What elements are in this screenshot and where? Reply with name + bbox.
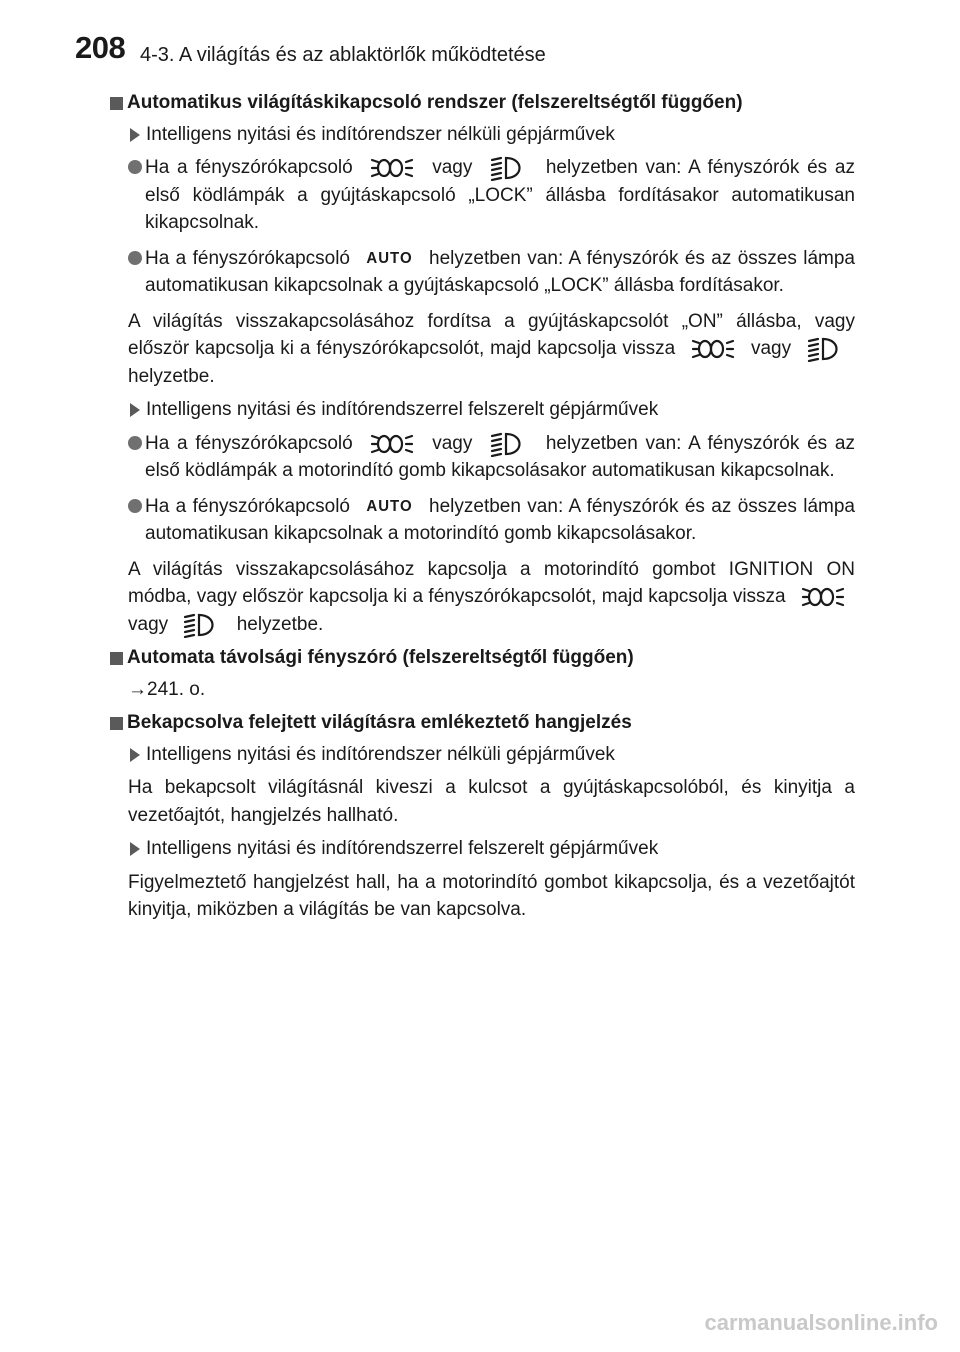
triangle-bullet-icon <box>130 128 140 142</box>
round-bullet-icon <box>128 160 142 174</box>
tail-lamp-icon <box>691 336 735 362</box>
paragraph-restore-lights: A világítás visszakapcsolásához fordítsa a gyújtáskapcsolót „ON” állásba, vagy először kapcsolja ki a fényszórókapcsolót, majd kapcsolja vissza vagy helyzetbe. <box>128 310 855 387</box>
page-reference: →241. o. <box>128 678 206 700</box>
page-content <box>110 89 855 930</box>
bullet-tail-headlamp-smart: Ha a fényszórókapcsoló vagy helyzetben van: A fényszórók és az első ködlámpák a motorindító gomb kikapcsolásakor automatikusan kikapcsolnak. <box>128 430 855 485</box>
watermark: carmanualsonline.info <box>704 1310 938 1335</box>
sub-heading-no-smart-key: Intelligens nyitási és indítórendszer nélküli gépjárművek <box>128 121 855 149</box>
headlamp-icon <box>183 612 221 638</box>
sub-heading-smart-key: Intelligens nyitási és indítórendszerrel felszerelt gépjárművek <box>128 396 855 424</box>
paragraph-buzzer-smart: Figyelmeztető hangjelzést hall, ha a motorindító gombot kikapcsolja, és a vezetőajtót kinyitja, miközben a világítás be van kapcsolva. <box>128 871 855 921</box>
section-title-reminder-buzzer: Bekapcsolva felejtett világításra emlékeztető hangjelzés <box>110 709 855 737</box>
section-title-auto-high-beam: Automata távolsági fényszóró (felszereltségtől függően) <box>110 644 855 672</box>
headlamp-icon <box>490 431 528 457</box>
round-bullet-icon <box>128 436 142 450</box>
headlamp-icon <box>807 336 845 362</box>
chapter-title: 4-3. A világítás és az ablaktörlők működtetése <box>140 44 546 66</box>
headlamp-icon <box>490 155 528 181</box>
bullet-auto: Ha a fényszórókapcsoló AUTO helyzetben van: A fényszórók és az összes lámpa automatikusan kikapcsolnak a gyújtáskapcsoló „LOCK” állásba fordításakor. <box>128 245 855 300</box>
triangle-bullet-icon <box>130 403 140 417</box>
tail-lamp-icon <box>801 584 845 610</box>
auto-icon: AUTO <box>366 497 413 516</box>
square-bullet-icon <box>110 97 123 110</box>
bullet-auto-smart: Ha a fényszórókapcsoló AUTO helyzetben van: A fényszórók és az összes lámpa automatikusan kikapcsolnak a motorindító gomb kikapcsolásakor. <box>128 493 855 548</box>
tail-lamp-icon <box>370 155 414 181</box>
page-number: 208 <box>75 30 126 65</box>
round-bullet-icon <box>128 251 142 265</box>
section-title-auto-off: Automatikus világításkikapcsoló rendszer (felszereltségtől függően) <box>110 89 855 117</box>
triangle-bullet-icon <box>130 842 140 856</box>
sub-heading-no-smart-key-2: Intelligens nyitási és indítórendszer nélküli gépjárművek <box>128 741 855 769</box>
tail-lamp-icon <box>370 431 414 457</box>
sub-heading-smart-key-2: Intelligens nyitási és indítórendszerrel felszerelt gépjárművek <box>128 835 855 863</box>
square-bullet-icon <box>110 652 123 665</box>
paragraph-restore-lights-smart: A világítás visszakapcsolásához kapcsolja a motorindító gombot IGNITION ON módba, vagy először kapcsolja ki a fényszórókapcsolót, majd kapcsolja vissza vagy helyzetbe. <box>128 556 855 639</box>
triangle-bullet-icon <box>130 748 140 762</box>
round-bullet-icon <box>128 499 142 513</box>
auto-icon: AUTO <box>366 249 413 268</box>
paragraph-buzzer-key: Ha bekapcsolt világításnál kiveszi a kulcsot a gyújtáskapcsolóból, és kinyitja a vezetőajtót, hangjelzés hallható. <box>128 777 855 826</box>
bullet-tail-headlamp: Ha a fényszórókapcsoló vagy helyzetben van: A fényszórók és az első ködlámpák a gyújtáskapcsoló „LOCK” állásba fordításakor automatikusan kikapcsolnak. <box>128 154 855 237</box>
square-bullet-icon <box>110 717 123 730</box>
